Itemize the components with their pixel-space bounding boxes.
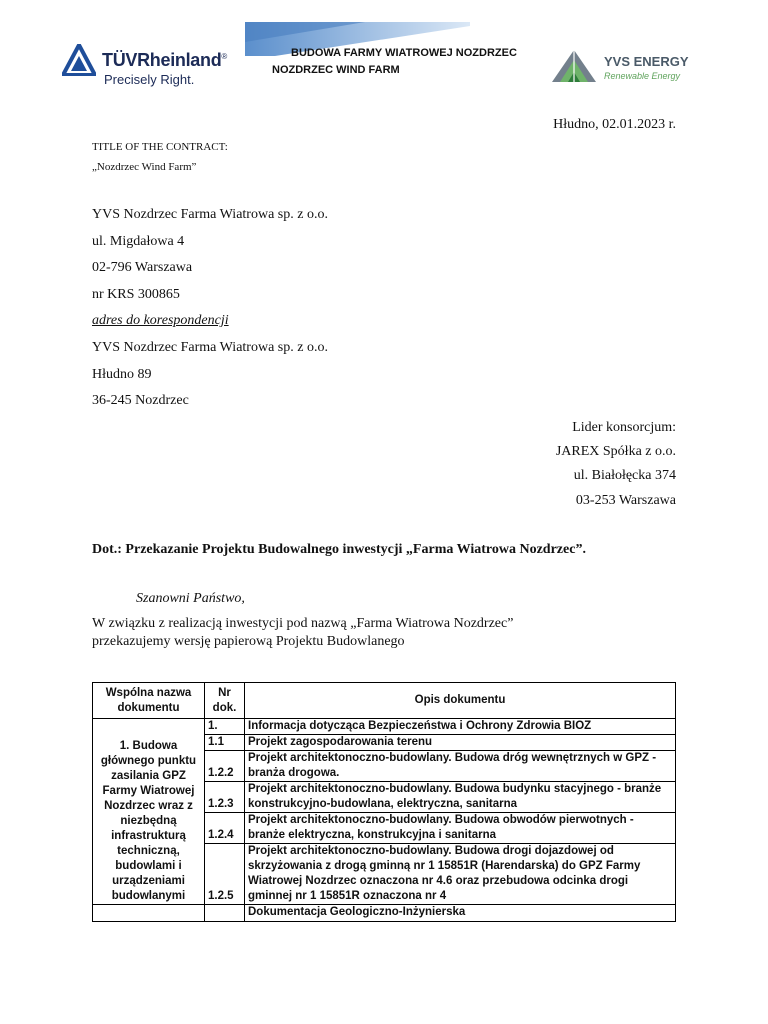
doc-description-cell: Projekt architektonoczno-budowlany. Budowa obwodów pierwotnych - branże elektryczna, konstrukcyjna i sanitarna: [245, 813, 676, 844]
doc-number-cell: 1.2.5: [205, 844, 245, 905]
body-line-2: przekazujemy wersję papierową Projektu Budowlanego: [92, 634, 405, 649]
correspondence-label: adres do korespondencji: [92, 313, 229, 328]
addressee-city: 02-796 Warszawa: [92, 260, 193, 275]
doc-description-cell: Informacja dotycząca Bezpieczeństwa i Ochrony Zdrowia BIOZ: [245, 719, 676, 735]
group-name-cell-continued: [93, 905, 205, 922]
yvs-energy-name: YVS ENERGY: [604, 54, 689, 69]
yvs-energy-tagline: Renewable Energy: [604, 71, 681, 81]
correspondence-street: Hłudno 89: [92, 367, 152, 382]
doc-number-cell: 1.2.3: [205, 782, 245, 813]
tuv-logo-triangle-icon: [62, 44, 96, 76]
addressee-krs: nr KRS 300865: [92, 287, 180, 302]
recipient-company: JAREX Spółka z o.o.: [555, 444, 676, 459]
correspondence-company: YVS Nozdrzec Farma Wiatrowa sp. z o.o.: [92, 340, 328, 355]
contract-title-value: „Nozdrzec Wind Farm”: [92, 161, 197, 173]
addressee-street: ul. Migdałowa 4: [92, 234, 185, 249]
group-name-cell: 1. Budowa głównego punktu zasilania GPZ Farmy Wiatrowej Nozdrzec wraz z niezbędną infrastrukturą techniczną, budowlami i urządzeniami budowlanymi: [93, 719, 205, 905]
doc-description-cell: Projekt architektonoczno-budowlany. Budowa budynku stacyjnego - branże konstrukcyjno-budowlana, elektryczna, sanitarna: [245, 782, 676, 813]
recipient-city: 03-253 Warszawa: [575, 493, 676, 508]
header-shared-name: Wspólna nazwa dokumentu: [93, 683, 205, 719]
doc-number-cell: 1.: [205, 719, 245, 735]
table-row: [93, 905, 676, 922]
header-doc-description: Opis dokumentu: [245, 683, 676, 719]
table-header-row: [93, 683, 676, 719]
project-title-en: NOZDRZEC WIND FARM: [272, 64, 400, 76]
contract-title-label: TITLE OF THE CONTRACT:: [92, 141, 228, 153]
doc-number-cell: 1.2.4: [205, 813, 245, 844]
salutation: Szanowni Państwo,: [136, 591, 245, 606]
tuv-tagline: Precisely Right.: [104, 72, 195, 87]
doc-number-cell: 1.1: [205, 735, 245, 751]
doc-number-cell: 1.2.2: [205, 751, 245, 782]
table-row: [93, 719, 676, 735]
tuv-brand: TÜVRheinland®: [102, 50, 228, 70]
addressee-company: YVS Nozdrzec Farma Wiatrowa sp. z o.o.: [92, 207, 328, 222]
doc-description-cell: Projekt architektonoczno-budowlany. Budowa dróg wewnętrznych w GPZ - branża drogowa.: [245, 751, 676, 782]
letter-subject: Dot.: Przekazanie Projektu Budowalnego inwestycji „Farma Wiatrowa Nozdrzec”.: [92, 542, 586, 557]
project-title-pl: BUDOWA FARMY WIATROWEJ NOZDRZEC: [291, 47, 517, 59]
documents-table: [92, 682, 676, 922]
doc-number-cell: [205, 905, 245, 922]
doc-description-cell: Projekt zagospodarowania terenu: [245, 735, 676, 751]
yvs-energy-logo-icon: [548, 46, 600, 88]
doc-description-cell: Dokumentacja Geologiczno-Inżynierska: [245, 905, 676, 922]
correspondence-city: 36-245 Nozdrzec: [92, 393, 189, 408]
header-doc-number: Nr dok.: [205, 683, 245, 719]
recipient-street: ul. Białołęcka 374: [573, 468, 676, 483]
doc-description-cell: Projekt architektonoczno-budowlany. Budowa drogi dojazdowej od skrzyżowania z drogą gminną nr 1 15851R (Harendarska) do GPZ Farmy Wiatrowej Nozdrzec oznaczona nr 4.6 oraz przebudowa odcinka drogi gminnej nr 1 15851R oznaczona nr 4: [245, 844, 676, 905]
body-line-1: W związku z realizacją inwestycji pod nazwą „Farma Wiatrowa Nozdrzec”: [92, 616, 514, 631]
date-line: Hłudno, 02.01.2023 r.: [553, 117, 676, 132]
recipient-role: Lider konsorcjum:: [572, 420, 676, 435]
